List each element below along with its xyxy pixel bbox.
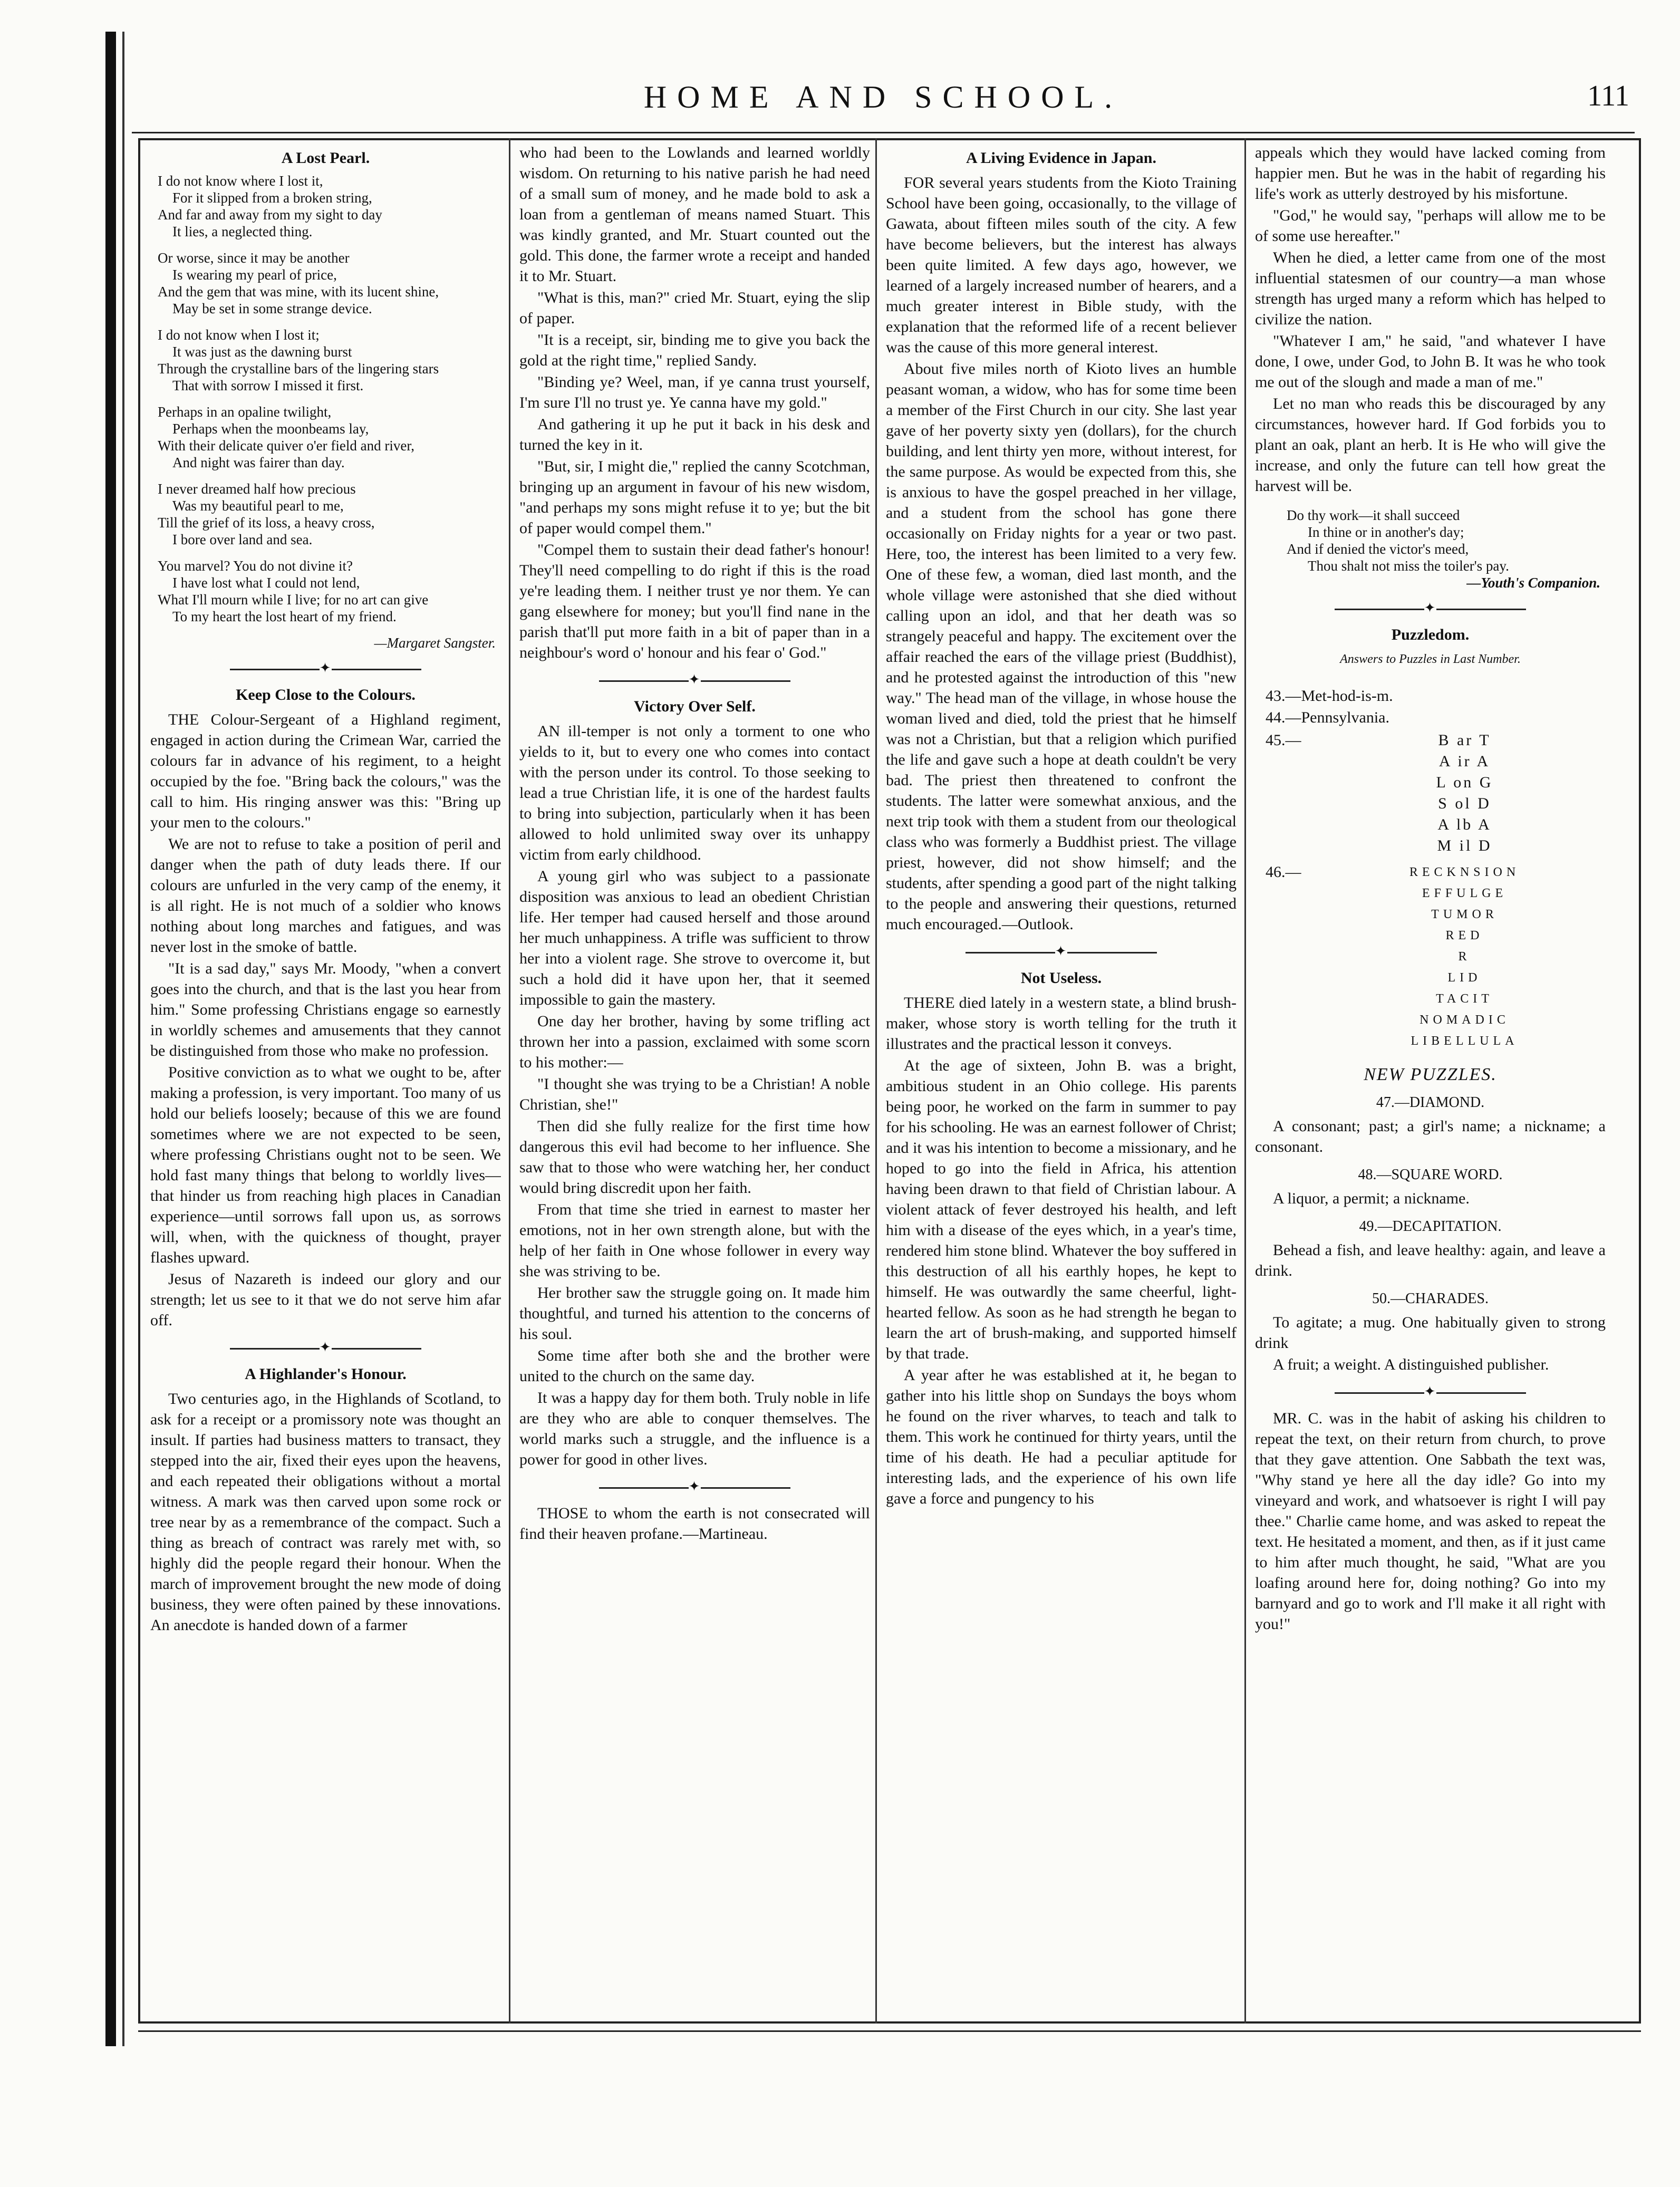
column-rule <box>1244 138 1246 2024</box>
poem-line: Perhaps when the moonbeams lay, <box>172 421 369 437</box>
diamond-row: EFFULGE <box>1422 887 1508 900</box>
paragraph: who had been to the Lowlands and learned worldly wisdom. On returning to his native parish he had need of a small sum of money, and he made bold to ask a loan from a gentleman of means named Stuart. This was kindly granted, and Mr. Stuart counted out the gold. This done, the farmer wrote a receipt and handed it to Mr. Stuart. <box>519 144 870 285</box>
diamond-row: RECKNSION <box>1409 865 1520 879</box>
puzzle-clue: A fruit; a weight. A distinguished publisher. <box>1273 1356 1549 1373</box>
poem-line: It was just as the dawning burst <box>172 344 352 360</box>
poem-line: May be set in some strange device. <box>172 301 372 316</box>
article-title: A Living Evidence in Japan. <box>966 149 1156 167</box>
verse-line: And if denied the victor's meed, <box>1287 541 1469 557</box>
column-1 <box>150 142 501 2015</box>
paragraph: THE Colour-Sergeant of a Highland regiment, engaged in action during the Crimean War, carried the colours far in advance of his regiment, to a height occupied by the foe. "Bring back the colours," was the call to him. His ringing answer was this: "Bring up your men to the colours." <box>150 711 501 831</box>
verse-line: In thine or in another's day; <box>1308 524 1464 540</box>
puzzle-title: 50.—CHARADES. <box>1372 1290 1489 1307</box>
acrostic-row: L on G <box>1436 774 1493 791</box>
page-number: 111 <box>1587 80 1629 112</box>
poem-line: Through the crystalline bars of the lingering stars <box>158 361 439 377</box>
poem-line: It lies, a neglected thing. <box>172 224 313 239</box>
paragraph: One day her brother, having by some trifling act thrown her into a passion, exclaimed with some scorn to his mother:— <box>519 1013 870 1071</box>
closing-quote: THOSE to whom the earth is not consecrated will find their heaven profane.—Martineau. <box>519 1505 870 1543</box>
poem-author: —Margaret Sangster. <box>374 635 496 651</box>
bottom-rule <box>138 2030 1641 2032</box>
page-header <box>132 74 1635 127</box>
poem-title: A Lost Pearl. <box>281 149 370 167</box>
paragraph: "It is a sad day," says Mr. Moody, "when a convert goes into the church, and that is the last you hear from him." Some professing Christians engage so earnestly in worldly schemes and amusements that they cannot be distinguished from those who make no profession. <box>150 960 501 1059</box>
article-title: Victory Over Self. <box>634 698 756 715</box>
paragraph: "What is this, man?" cried Mr. Stuart, eying the slip of paper. <box>519 289 870 327</box>
poem-line: I bore over land and sea. <box>172 532 313 547</box>
poem-stanza <box>158 249 501 317</box>
poem-line: And far and away from my sight to day <box>158 207 382 223</box>
poem-stanza <box>158 557 501 625</box>
paragraph: Let no man who reads this be discouraged by any circumstances, however hard. If God forbids you to plant an oak, plant an herb. It is He who will give the increase, and only the future can tell how great the harvest will be. <box>1255 395 1606 495</box>
puzzle-section-title: Puzzledom. <box>1391 626 1470 643</box>
poem-line: Or worse, since it may be another <box>158 250 350 266</box>
answer-label: 45.— <box>1266 731 1301 749</box>
paragraph: "I thought she was trying to be a Christian! A noble Christian, she!" <box>519 1075 870 1113</box>
paragraph: "Binding ye? Weel, man, if ye canna trust yourself, I'm sure I'll no trust ye. Ye canna have my gold." <box>519 373 870 411</box>
puzzle-answer-45 <box>1255 730 1606 856</box>
column-rule <box>875 138 877 2024</box>
verse-source: —Youth's Companion. <box>1466 575 1600 591</box>
paragraph: When he died, a letter came from one of the most influential statesmen of our country—a man whose strength has urged many a reform which has helped to civilize the nation. <box>1255 249 1606 328</box>
paragraph: We are not to refuse to take a position of peril and danger when the path of duty leads there. If our colours are unfurled in the very camp of the enemy, it is all right. He is not much of a soldier who knows nothing about long marches and fatigues, and was never lost in the smoke of battle. <box>150 835 501 956</box>
column-4 <box>1255 142 1606 2015</box>
paragraph: "Compel them to sustain their dead father's honour! They'll need compelling to do right if this is the road ye're leading them. I neither trust ye nor them. Ye can gang elsewhere for money; but you'll find nane in the parish that'll put more faith in a bit of paper than in a neighbour's word o' honour and his fear o' God." <box>519 541 870 661</box>
section-divider: ✦ <box>1255 1381 1606 1402</box>
paragraph: Positive conviction as to what we ought to be, after making a profession, is very important. Too many of us hold our beliefs loosely; because of this we are found sometimes where we are not expected to be seen, where professing Christians ought not to be seen. We hold fast many things that belong to worldly lives—that hinder us from reaching high places in Canadian experience—until sorrows fall upon us, as sorrows will, when, with the quickness of thought, prayer flashes upward. <box>150 1064 501 1266</box>
poem-line: I never dreamed half how precious <box>158 481 356 497</box>
acrostic-row: M il D <box>1437 837 1492 854</box>
puzzle-clue: A liquor, a permit; a nickname. <box>1273 1190 1470 1207</box>
article-title: Keep Close to the Colours. <box>236 686 416 704</box>
paragraph: FOR several years students from the Kioto Training School have been going, occasionally, to the village of Gawata, about fifteen miles south of the city. A few have become believers, but the interest has always been quite limited. A few days ago, however, we learned of a largely increased number of hearers, and a much greater interest in Bible study, with the explanation that the reformed life of a recent believer was the cause of this more general interest. <box>886 174 1237 356</box>
poem-line: I have lost what I could not lend, <box>172 575 360 591</box>
paragraph: Her brother saw the struggle going on. It made him thoughtful, and turned his attention to the concerns of his soul. <box>519 1284 870 1343</box>
column-2 <box>519 142 870 2015</box>
answer-label: 46.— <box>1266 863 1301 881</box>
new-puzzles-heading: NEW PUZZLES. <box>1364 1065 1497 1084</box>
article-title: Not Useless. <box>1020 969 1102 987</box>
puzzle-clue: Behead a fish, and leave healthy: again, and leave a drink. <box>1255 1241 1606 1279</box>
poem-line: Till the grief of its loss, a heavy cross, <box>158 515 375 531</box>
section-divider: ✦ <box>1255 598 1606 618</box>
poem-line: And night was fairer than day. <box>172 455 345 470</box>
page-title: HOME AND SCHOOL. <box>643 80 1123 114</box>
paragraph: MR. C. was in the habit of asking his children to repeat the text, on their return from church, to prove that they gave attention. One Sabbath the text was, "Why stand ye here all the day idle? Go into my vineyard and work, and whatsoever is right I will pay thee." Charlie came home, and was asked to repeat the text. He hesitated a moment, and then, as if it just came to him after much thought, he said, "What are you loafing around here for, doing nothing? Go into my barnyard and go to work and I'll make it all right with you!" <box>1255 1410 1606 1633</box>
puzzle-clue: To agitate; a mug. One habitually given to strong drink <box>1255 1314 1606 1352</box>
poem-line: That with sorrow I missed it first. <box>172 378 364 393</box>
paragraph: AN ill-temper is not only a torment to one who yields to it, but to every one who comes into contact with the person under its control. To those seeking to lead a true Christian life, it is one of the hardest faults to bring into subjection, particularly when it has been allowed to hold unlimited sway over its unhappy victim from early childhood. <box>519 722 870 863</box>
poem-line: You marvel? You do not divine it? <box>158 558 353 574</box>
poem-line: With their delicate quiver o'er field and river, <box>158 438 414 454</box>
paragraph: And gathering it up he put it back in his desk and turned the key in it. <box>519 416 870 454</box>
paragraph: "God," he would say, "perhaps will allow me to be of some use hereafter." <box>1255 207 1606 245</box>
poem-line: To my heart the lost heart of my friend. <box>172 609 397 624</box>
paragraph: THERE died lately in a western state, a blind brush-maker, whose story is worth telling for the truth it illustrates and the practical lesson it conveys. <box>886 994 1237 1053</box>
column-rule <box>509 138 510 2024</box>
poem-line: Perhaps in an opaline twilight, <box>158 404 332 420</box>
acrostic-row: B ar T <box>1438 731 1491 749</box>
section-divider: ✦ <box>519 1476 870 1497</box>
verse-block <box>1287 507 1606 591</box>
puzzle-title: 48.—SQUARE WORD. <box>1358 1167 1503 1183</box>
column-3 <box>886 142 1237 2015</box>
poem-body <box>158 172 501 651</box>
diamond-row: LIBELLULA <box>1411 1034 1519 1048</box>
paragraph: A young girl who was subject to a passionate disposition was anxious to lead an obedient Christian life. Her temper had caused herself and those around her much unhappiness. A trifle was sufficient to throw her into a violent rage. She strove to overcome it, but such a hold did it have upon her, that it seemed impossible to gain the mastery. <box>519 868 870 1008</box>
paragraph: From that time she tried in earnest to master her emotions, not in her own strength alone, but with the help of her faith in One whose follower in every way she was striving to be. <box>519 1201 870 1280</box>
diamond-row: TUMOR <box>1431 908 1498 921</box>
poem-line: What I'll mourn while I live; for no art can give <box>158 592 429 608</box>
paragraph: Some time after both she and the brother were united to the church on the same day. <box>519 1347 870 1385</box>
puzzle-title: 49.—DECAPITATION. <box>1359 1218 1502 1235</box>
diamond-row: NOMADIC <box>1420 1013 1510 1027</box>
section-divider: ✦ <box>150 658 501 678</box>
puzzle-clue: A consonant; past; a girl's name; a nickname; a consonant. <box>1255 1117 1606 1155</box>
section-divider: ✦ <box>150 1337 501 1357</box>
puzzle-title: 47.—DIAMOND. <box>1376 1094 1485 1111</box>
paragraph: "Whatever I am," he said, "and whatever I have done, I owe, under God, to John B. It was he who took me out of the slough and made a man of me." <box>1255 332 1606 391</box>
acrostic-row: A ir A <box>1438 753 1491 770</box>
acrostic-row: A lb A <box>1437 816 1492 833</box>
paragraph: At the age of sixteen, John B. was a bright, ambitious student in an Ohio college. His parents being poor, he worked on the farm in summer to pay for his schooling. He was an earnest follower of Christ; and it was his intention to become a missionary, and he hoped to go into the field in Africa, his attention having been drawn to that field of Christian labour. A violent attack of fever destroyed his health, and left him with a disease of the eyes which, in a year's time, rendered him stone blind. Whatever the boy suffered in this destruction of all his earthly hopes, he kept to himself. He was outwardly the same cheerful, light-hearted fellow. As soon as he had strength he began to learn the art of brush-making, and supported himself by that trade. <box>886 1057 1237 1362</box>
poem-stanza <box>158 403 501 471</box>
poem-line: I do not know when I lost it; <box>158 327 320 343</box>
header-rule <box>132 132 1635 133</box>
verse-line: Thou shalt not miss the toiler's pay. <box>1308 558 1509 574</box>
article-title: A Highlander's Honour. <box>245 1365 407 1383</box>
paragraph: Jesus of Nazareth is indeed our glory and our strength; let us see to it that we do not serve him afar off. <box>150 1270 501 1329</box>
poem-line: And the gem that was mine, with its lucent shine, <box>158 284 439 300</box>
paragraph: "It is a receipt, sir, binding me to give you back the gold at the right time," replied Sandy. <box>519 331 870 369</box>
diamond-row: LID <box>1447 971 1482 985</box>
diamond-row: R <box>1458 950 1471 964</box>
paragraph: Two centuries ago, in the Highlands of Scotland, to ask for a receipt or a promissory note was thought an insult. If parties had business matters to transact, they stepped into the air, fixed their eyes upon the heavens, and each repeated their obligations without a mortal witness. A mark was then carved upon some rock or tree near by as a remembrance of the compact. Such a thing as breach of contract was rarely met with, so highly did the people regard their honour. When the march of improvement brought the new mode of doing business, they were often pained by these innovations. An anecdote is handed down of a farmer <box>150 1390 501 1634</box>
page-spine-shadow <box>105 32 116 2046</box>
page-spine-line <box>122 32 124 2046</box>
paragraph: "But, sir, I might die," replied the canny Scotchman, bringing up an argument in favour of his new wisdom, "and perhaps my sons might refuse it to ye; but the bit of paper would compel them." <box>519 458 870 537</box>
acrostic-row: S ol D <box>1438 795 1491 812</box>
section-divider: ✦ <box>886 941 1237 961</box>
puzzle-answer: 43.—Met-hod-is-m. <box>1266 687 1393 705</box>
verse-line: Do thy work—it shall succeed <box>1287 507 1460 523</box>
puzzle-subtitle: Answers to Puzzles in Last Number. <box>1340 652 1521 666</box>
section-divider: ✦ <box>519 669 870 690</box>
paragraph: About five miles north of Kioto lives an humble peasant woman, a widow, who has for some time been a member of the First Church in our city. She last year gave of her poverty sixty yen (dollars), for the church building, and lent thirty yen more, without interest, for the same purpose. As would be expected from this, she is anxious to have the gospel preached in her village, and a student from the school has gone there occasionally on Friday nights for a year or two past. Here, too, the interest has been limited to a very few. One of these few, a woman, died last month, and the whole village were astonished that she died without calling upon an idol, and that her death was so strangely peaceful and happy. The excitement over the affair reached the ears of the village priest (Buddhist), and he protested against the introduction of this "new way." The head man of the village, in whose house the woman lived and died, told the priest that he himself was not a Christian, but that a religion which purified the life and gave such a hope at death couldn't be very bad. The priest then threatened to confront the students. The latter were somewhat anxious, and the next trip took with them a student from our theological class who was formerly a Buddhist priest. The village priest, however, did not show himself; and the students, after spending a good part of the night talking to the people and answering their questions, returned much encouraged.—Outlook. <box>886 360 1237 933</box>
poem-stanza <box>158 326 501 394</box>
paragraph: It was a happy day for them both. Truly noble in life are they who are able to conquer themselves. The world marks such a struggle, and the influence is a power for good in other lives. <box>519 1389 870 1468</box>
poem-line: I do not know where I lost it, <box>158 173 323 189</box>
paragraph: Then did she fully realize for the first time how dangerous this evil had become to her influence. She saw that to those who were watching her, her conduct would bring discredit upon her faith. <box>519 1117 870 1197</box>
poem-stanza <box>158 172 501 240</box>
puzzle-answer-46 <box>1255 862 1606 1052</box>
poem-stanza <box>158 480 501 548</box>
poem-line: Was my beautiful pearl to me, <box>172 498 344 514</box>
paragraph: A year after he was established at it, he began to gather into his little shop on Sundays the boys whom he found on the river wharves, to teach and talk to them. This work he continued for thirty years, until the time of his death. He had a peculiar aptitude for interesting lads, and the experience of his own life gave a force and pungency to his <box>886 1366 1237 1507</box>
poem-line: For it slipped from a broken string, <box>172 190 372 206</box>
puzzle-answer: 44.—Pennsylvania. <box>1266 709 1389 726</box>
diamond-row: TACIT <box>1436 992 1493 1006</box>
poem-line: Is wearing my pearl of price, <box>172 267 337 283</box>
paragraph: appeals which they would have lacked coming from happier men. But he was in the habit of regarding his life's work as utterly destroyed by his misfortune. <box>1255 144 1606 203</box>
diamond-row: RED <box>1445 929 1484 942</box>
